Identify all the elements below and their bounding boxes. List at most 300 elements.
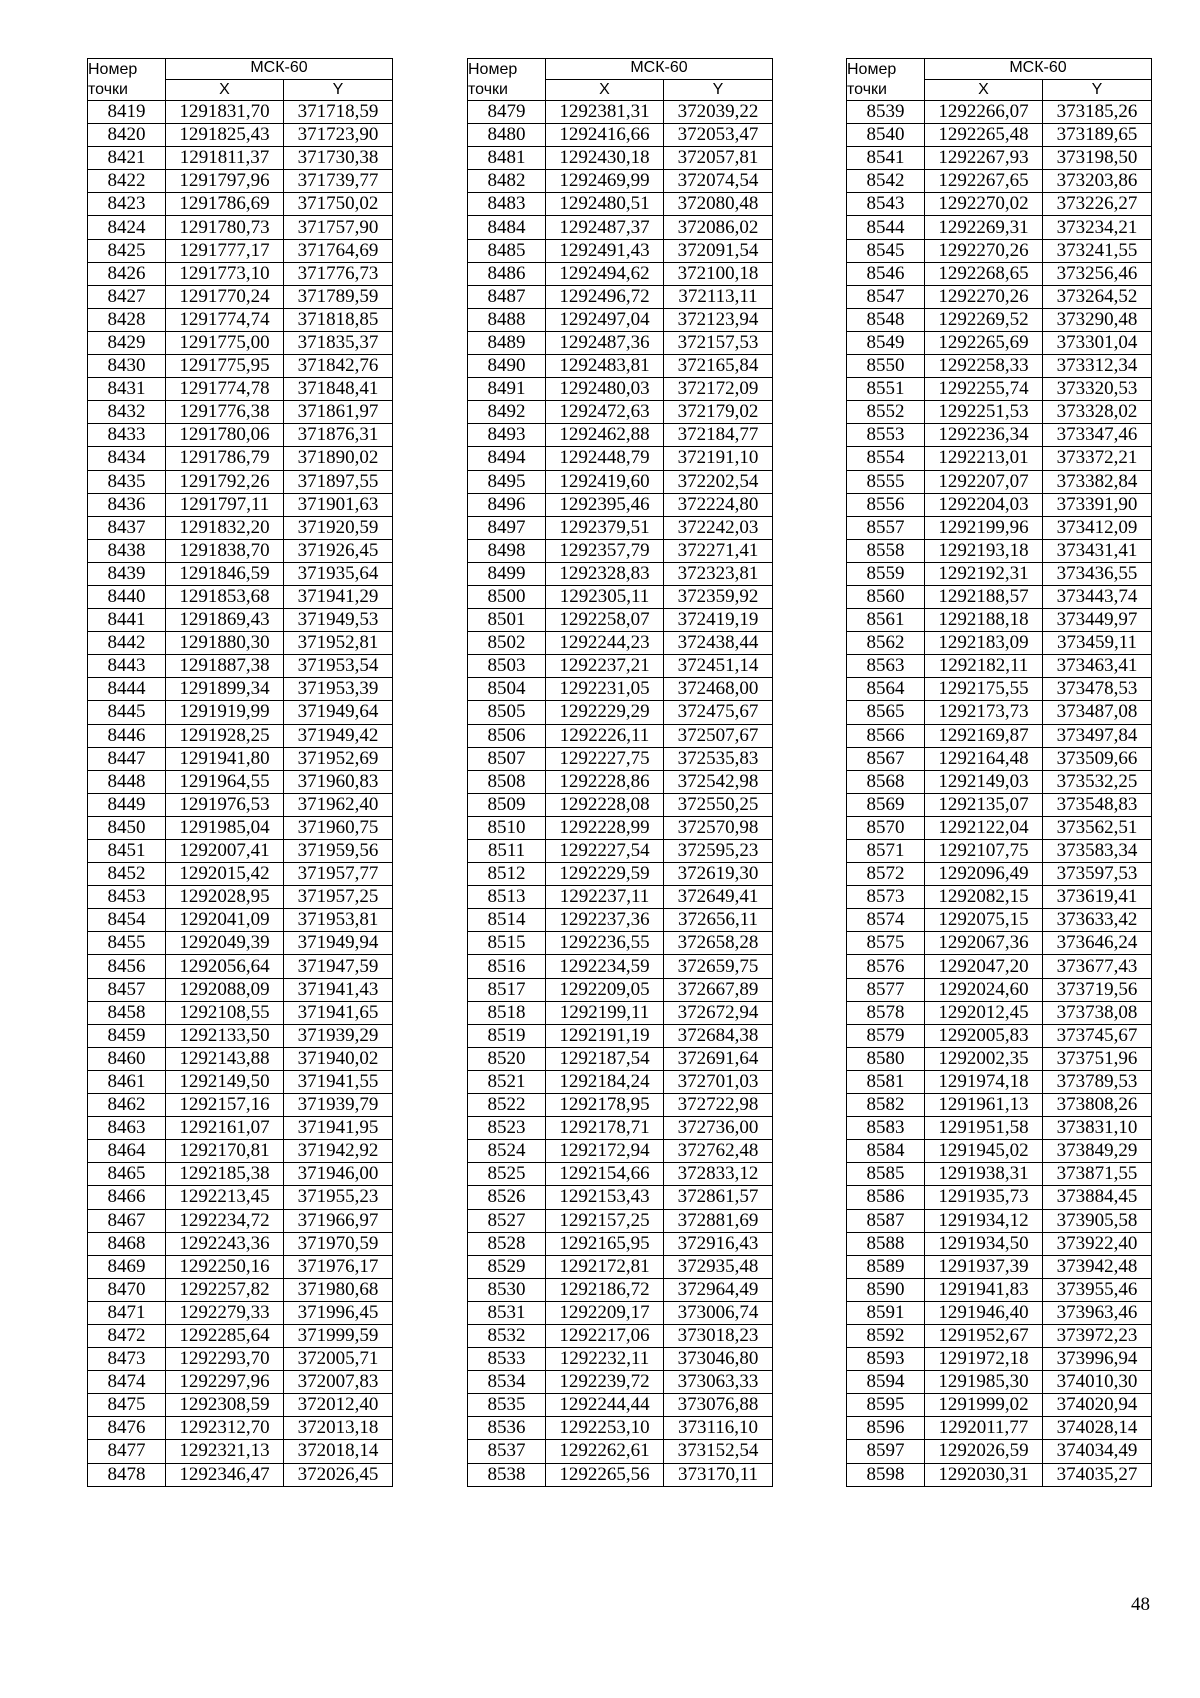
x-coordinate-cell: 1292251,53 — [925, 401, 1043, 424]
table-row — [88, 955, 393, 978]
x-coordinate-cell: 1291774,74 — [166, 308, 284, 331]
table-row — [88, 632, 393, 655]
table-row — [88, 216, 393, 239]
table-row — [468, 701, 773, 724]
point-number-cell: 8474 — [88, 1371, 166, 1394]
table-row — [847, 678, 1152, 701]
table-row — [847, 978, 1152, 1001]
table-row — [847, 124, 1152, 147]
x-coordinate-cell: 1292328,83 — [546, 562, 664, 585]
x-coordinate-cell: 1291775,00 — [166, 331, 284, 354]
point-number-cell: 8500 — [468, 585, 546, 608]
table-row — [468, 955, 773, 978]
x-coordinate-cell: 1291937,39 — [925, 1255, 1043, 1278]
table-row — [847, 1117, 1152, 1140]
table-row — [847, 378, 1152, 401]
point-number-cell: 8487 — [468, 285, 546, 308]
point-number-header: Номер точки — [88, 59, 166, 101]
table-row — [468, 747, 773, 770]
table-row — [847, 331, 1152, 354]
x-coordinate-cell: 1292258,33 — [925, 355, 1043, 378]
point-number-cell: 8526 — [468, 1186, 546, 1209]
x-coordinate-cell: 1292346,47 — [166, 1463, 284, 1486]
y-coordinate-cell: 372100,18 — [664, 262, 773, 285]
x-coordinate-cell: 1292229,29 — [546, 701, 664, 724]
table-row — [847, 701, 1152, 724]
table-row — [88, 285, 393, 308]
table-row — [847, 816, 1152, 839]
y-coordinate-cell: 371940,02 — [284, 1047, 393, 1070]
point-number-cell: 8501 — [468, 609, 546, 632]
y-coordinate-cell: 372550,25 — [664, 793, 773, 816]
point-number-cell: 8521 — [468, 1070, 546, 1093]
x-coordinate-cell: 1292305,11 — [546, 585, 664, 608]
x-coordinate-cell: 1292285,64 — [166, 1324, 284, 1347]
coordinate-system-header: МСК-60 — [925, 59, 1152, 80]
x-coordinate-cell: 1292258,07 — [546, 609, 664, 632]
point-number-cell: 8492 — [468, 401, 546, 424]
y-coordinate-cell: 373884,45 — [1043, 1186, 1152, 1209]
y-coordinate-cell: 372202,54 — [664, 470, 773, 493]
point-number-cell: 8527 — [468, 1209, 546, 1232]
table-row — [847, 1140, 1152, 1163]
point-number-cell: 8580 — [847, 1047, 925, 1070]
table-row — [468, 516, 773, 539]
y-coordinate-cell: 371941,65 — [284, 1001, 393, 1024]
x-coordinate-cell: 1292175,55 — [925, 678, 1043, 701]
x-coordinate-cell: 1291938,31 — [925, 1163, 1043, 1186]
point-number-cell: 8459 — [88, 1024, 166, 1047]
x-coordinate-cell: 1291777,17 — [166, 239, 284, 262]
table-row — [847, 1394, 1152, 1417]
table-row — [88, 1255, 393, 1278]
table-row — [88, 401, 393, 424]
y-coordinate-cell: 371949,42 — [284, 724, 393, 747]
point-number-cell: 8465 — [88, 1163, 166, 1186]
y-coordinate-cell: 372074,54 — [664, 170, 773, 193]
y-coordinate-cell: 373189,65 — [1043, 124, 1152, 147]
y-coordinate-cell: 371718,59 — [284, 101, 393, 124]
table-row — [88, 1371, 393, 1394]
point-number-cell: 8533 — [468, 1348, 546, 1371]
point-number-cell: 8550 — [847, 355, 925, 378]
point-number-cell: 8523 — [468, 1117, 546, 1140]
point-number-cell: 8449 — [88, 793, 166, 816]
table-row — [88, 978, 393, 1001]
table-row — [468, 793, 773, 816]
x-coordinate-cell: 1292209,05 — [546, 978, 664, 1001]
point-number-cell: 8573 — [847, 886, 925, 909]
x-coordinate-cell: 1292026,59 — [925, 1440, 1043, 1463]
point-number-cell: 8578 — [847, 1001, 925, 1024]
x-coordinate-cell: 1291934,50 — [925, 1232, 1043, 1255]
y-coordinate-cell: 373116,10 — [664, 1417, 773, 1440]
table-row — [468, 562, 773, 585]
x-column-header: X — [546, 80, 664, 101]
coordinates-table-3 — [846, 58, 1152, 1487]
point-number-cell: 8437 — [88, 516, 166, 539]
x-coordinate-cell: 1292357,79 — [546, 539, 664, 562]
table-row — [88, 378, 393, 401]
x-coordinate-cell: 1292234,59 — [546, 955, 664, 978]
point-number-cell: 8489 — [468, 331, 546, 354]
point-number-cell: 8436 — [88, 493, 166, 516]
table-row — [847, 585, 1152, 608]
y-coordinate-cell: 373046,80 — [664, 1348, 773, 1371]
table-row — [88, 609, 393, 632]
table-row — [847, 1417, 1152, 1440]
point-number-cell: 8543 — [847, 193, 925, 216]
x-coordinate-cell: 1292012,45 — [925, 1001, 1043, 1024]
point-number-cell: 8466 — [88, 1186, 166, 1209]
x-coordinate-cell: 1292154,66 — [546, 1163, 664, 1186]
table-row — [88, 355, 393, 378]
y-coordinate-cell: 373955,46 — [1043, 1278, 1152, 1301]
point-number-cell: 8557 — [847, 516, 925, 539]
table-row — [847, 1255, 1152, 1278]
y-coordinate-cell: 372026,45 — [284, 1463, 393, 1486]
x-coordinate-cell: 1292250,16 — [166, 1255, 284, 1278]
point-number-cell: 8497 — [468, 516, 546, 539]
coordinate-system-header: МСК-60 — [546, 59, 773, 80]
x-coordinate-cell: 1292191,19 — [546, 1024, 664, 1047]
point-number-cell: 8542 — [847, 170, 925, 193]
point-number-cell: 8488 — [468, 308, 546, 331]
y-coordinate-cell: 373301,04 — [1043, 331, 1152, 354]
y-coordinate-cell: 372656,11 — [664, 909, 773, 932]
table-row — [88, 1094, 393, 1117]
x-column-header: X — [166, 80, 284, 101]
table-row — [468, 863, 773, 886]
x-coordinate-cell: 1292207,07 — [925, 470, 1043, 493]
y-coordinate-cell: 372018,14 — [284, 1440, 393, 1463]
y-coordinate-cell: 372323,81 — [664, 562, 773, 585]
y-coordinate-cell: 372881,69 — [664, 1209, 773, 1232]
point-number-cell: 8485 — [468, 239, 546, 262]
point-number-cell: 8470 — [88, 1278, 166, 1301]
x-coordinate-cell: 1292244,23 — [546, 632, 664, 655]
point-number-cell: 8484 — [468, 216, 546, 239]
y-coordinate-cell: 373548,83 — [1043, 793, 1152, 816]
point-number-cell: 8531 — [468, 1301, 546, 1324]
x-coordinate-cell: 1292416,66 — [546, 124, 664, 147]
point-number-cell: 8429 — [88, 331, 166, 354]
point-number-cell: 8441 — [88, 609, 166, 632]
point-number-cell: 8519 — [468, 1024, 546, 1047]
y-coordinate-cell: 371920,59 — [284, 516, 393, 539]
table-row — [468, 470, 773, 493]
table-row — [468, 355, 773, 378]
x-coordinate-cell: 1292483,81 — [546, 355, 664, 378]
y-coordinate-cell: 372649,41 — [664, 886, 773, 909]
table-row — [88, 470, 393, 493]
y-coordinate-cell: 372172,09 — [664, 378, 773, 401]
point-number-cell: 8584 — [847, 1140, 925, 1163]
y-coordinate-cell: 372736,00 — [664, 1117, 773, 1140]
point-number-cell: 8426 — [88, 262, 166, 285]
y-coordinate-cell: 371959,56 — [284, 840, 393, 863]
point-number-cell: 8454 — [88, 909, 166, 932]
point-number-cell: 8536 — [468, 1417, 546, 1440]
point-number-cell: 8586 — [847, 1186, 925, 1209]
x-coordinate-cell: 1291935,73 — [925, 1186, 1043, 1209]
table-row — [88, 331, 393, 354]
y-coordinate-cell: 373320,53 — [1043, 378, 1152, 401]
y-coordinate-cell: 373449,97 — [1043, 609, 1152, 632]
y-coordinate-cell: 372359,92 — [664, 585, 773, 608]
x-coordinate-cell: 1292487,36 — [546, 331, 664, 354]
y-coordinate-cell: 371955,23 — [284, 1186, 393, 1209]
table-row — [847, 401, 1152, 424]
x-coordinate-cell: 1292239,72 — [546, 1371, 664, 1394]
table-row — [88, 886, 393, 909]
y-coordinate-cell: 373751,96 — [1043, 1047, 1152, 1070]
point-number-cell: 8439 — [88, 562, 166, 585]
x-coordinate-cell: 1291775,95 — [166, 355, 284, 378]
y-coordinate-cell: 371935,64 — [284, 562, 393, 585]
table-row — [468, 1324, 773, 1347]
x-coordinate-cell: 1292169,87 — [925, 724, 1043, 747]
point-number-cell: 8585 — [847, 1163, 925, 1186]
y-coordinate-cell: 373905,58 — [1043, 1209, 1152, 1232]
x-coordinate-cell: 1292236,55 — [546, 932, 664, 955]
point-number-cell: 8595 — [847, 1394, 925, 1417]
table-row — [468, 1024, 773, 1047]
table-row — [847, 1209, 1152, 1232]
x-coordinate-cell: 1292312,70 — [166, 1417, 284, 1440]
table-row — [847, 840, 1152, 863]
x-coordinate-cell: 1292270,02 — [925, 193, 1043, 216]
x-coordinate-cell: 1292153,43 — [546, 1186, 664, 1209]
table-row — [88, 724, 393, 747]
table-row — [847, 539, 1152, 562]
table-row — [468, 170, 773, 193]
y-coordinate-cell: 372833,12 — [664, 1163, 773, 1186]
table-row — [468, 1140, 773, 1163]
point-number-cell: 8473 — [88, 1348, 166, 1371]
x-coordinate-cell: 1291972,18 — [925, 1348, 1043, 1371]
y-coordinate-cell: 373436,55 — [1043, 562, 1152, 585]
point-number-cell: 8581 — [847, 1070, 925, 1093]
coordinates-table-1 — [87, 58, 393, 1487]
table-row — [468, 1163, 773, 1186]
x-coordinate-cell: 1291928,25 — [166, 724, 284, 747]
y-coordinate-cell: 374028,14 — [1043, 1417, 1152, 1440]
point-number-cell: 8510 — [468, 816, 546, 839]
table-row — [468, 1070, 773, 1093]
y-coordinate-cell: 373633,42 — [1043, 909, 1152, 932]
x-coordinate-cell: 1292265,69 — [925, 331, 1043, 354]
point-number-cell: 8445 — [88, 701, 166, 724]
point-number-cell: 8496 — [468, 493, 546, 516]
table-row — [88, 308, 393, 331]
table-row — [88, 1209, 393, 1232]
x-coordinate-cell: 1292381,31 — [546, 101, 664, 124]
point-number-cell: 8478 — [88, 1463, 166, 1486]
table-row — [88, 147, 393, 170]
table-row — [468, 1117, 773, 1140]
y-coordinate-cell: 372659,75 — [664, 955, 773, 978]
table-row — [847, 424, 1152, 447]
y-coordinate-cell: 373018,23 — [664, 1324, 773, 1347]
y-coordinate-cell: 371957,77 — [284, 863, 393, 886]
x-coordinate-cell: 1292395,46 — [546, 493, 664, 516]
table-row — [88, 1232, 393, 1255]
point-number-cell: 8457 — [88, 978, 166, 1001]
y-coordinate-cell: 372468,00 — [664, 678, 773, 701]
x-coordinate-cell: 1292226,11 — [546, 724, 664, 747]
point-number-cell: 8468 — [88, 1232, 166, 1255]
y-coordinate-cell: 373463,41 — [1043, 655, 1152, 678]
x-coordinate-cell: 1291832,20 — [166, 516, 284, 539]
table-row — [88, 678, 393, 701]
table-row — [468, 1417, 773, 1440]
x-coordinate-cell: 1291945,02 — [925, 1140, 1043, 1163]
x-coordinate-cell: 1292135,07 — [925, 793, 1043, 816]
table-row — [468, 724, 773, 747]
point-number-cell: 8598 — [847, 1463, 925, 1486]
table-row — [88, 747, 393, 770]
point-number-cell: 8544 — [847, 216, 925, 239]
y-coordinate-cell: 371952,69 — [284, 747, 393, 770]
x-coordinate-cell: 1291780,06 — [166, 424, 284, 447]
table-row — [468, 193, 773, 216]
table-row — [88, 124, 393, 147]
y-coordinate-cell: 372086,02 — [664, 216, 773, 239]
y-coordinate-cell: 373849,29 — [1043, 1140, 1152, 1163]
point-number-cell: 8421 — [88, 147, 166, 170]
table-row — [88, 1163, 393, 1186]
y-coordinate-cell: 371757,90 — [284, 216, 393, 239]
y-coordinate-cell: 372113,11 — [664, 285, 773, 308]
point-number-cell: 8570 — [847, 816, 925, 839]
point-number-cell: 8438 — [88, 539, 166, 562]
x-coordinate-cell: 1292199,11 — [546, 1001, 664, 1024]
point-number-cell: 8451 — [88, 840, 166, 863]
table-row — [88, 1278, 393, 1301]
y-coordinate-cell: 372535,83 — [664, 747, 773, 770]
x-coordinate-cell: 1292227,54 — [546, 840, 664, 863]
x-coordinate-cell: 1292228,08 — [546, 793, 664, 816]
y-coordinate-cell: 373431,41 — [1043, 539, 1152, 562]
y-coordinate-cell: 373203,86 — [1043, 170, 1152, 193]
point-number-cell: 8520 — [468, 1047, 546, 1070]
x-coordinate-cell: 1292209,17 — [546, 1301, 664, 1324]
table-row — [847, 1024, 1152, 1047]
table-row — [88, 516, 393, 539]
table-row — [468, 308, 773, 331]
y-coordinate-cell: 372123,94 — [664, 308, 773, 331]
y-coordinate-cell: 371953,54 — [284, 655, 393, 678]
point-number-cell: 8498 — [468, 539, 546, 562]
y-coordinate-cell: 373264,52 — [1043, 285, 1152, 308]
table-row — [468, 262, 773, 285]
table-row — [88, 170, 393, 193]
table-row — [847, 1001, 1152, 1024]
point-number-cell: 8461 — [88, 1070, 166, 1093]
y-coordinate-cell: 371789,59 — [284, 285, 393, 308]
y-coordinate-cell: 371999,59 — [284, 1324, 393, 1347]
x-coordinate-cell: 1292204,03 — [925, 493, 1043, 516]
x-coordinate-cell: 1291792,26 — [166, 470, 284, 493]
point-number-cell: 8518 — [468, 1001, 546, 1024]
point-number-cell: 8596 — [847, 1417, 925, 1440]
y-coordinate-cell: 374010,30 — [1043, 1371, 1152, 1394]
x-coordinate-cell: 1292293,70 — [166, 1348, 284, 1371]
y-coordinate-cell: 372157,53 — [664, 331, 773, 354]
table-row — [468, 239, 773, 262]
x-coordinate-cell: 1291831,70 — [166, 101, 284, 124]
table-row — [847, 609, 1152, 632]
x-coordinate-cell: 1292178,95 — [546, 1094, 664, 1117]
x-coordinate-cell: 1292462,88 — [546, 424, 664, 447]
table-row — [468, 770, 773, 793]
x-column-header: X — [925, 80, 1043, 101]
table-row — [847, 724, 1152, 747]
x-coordinate-cell: 1292237,11 — [546, 886, 664, 909]
table-row — [847, 1163, 1152, 1186]
table-row — [847, 955, 1152, 978]
table-row — [847, 1047, 1152, 1070]
x-coordinate-cell: 1292228,99 — [546, 816, 664, 839]
point-number-cell: 8565 — [847, 701, 925, 724]
point-number-cell: 8583 — [847, 1117, 925, 1140]
y-coordinate-cell: 373677,43 — [1043, 955, 1152, 978]
table-row — [468, 655, 773, 678]
x-coordinate-cell: 1292234,72 — [166, 1209, 284, 1232]
table-row — [468, 331, 773, 354]
y-coordinate-cell: 373241,55 — [1043, 239, 1152, 262]
table-row — [847, 355, 1152, 378]
x-coordinate-cell: 1292270,26 — [925, 239, 1043, 262]
x-coordinate-cell: 1292182,11 — [925, 655, 1043, 678]
x-coordinate-cell: 1291780,73 — [166, 216, 284, 239]
table-row — [847, 747, 1152, 770]
y-coordinate-cell: 372438,44 — [664, 632, 773, 655]
point-number-cell: 8472 — [88, 1324, 166, 1347]
table-row — [88, 239, 393, 262]
x-coordinate-cell: 1291961,13 — [925, 1094, 1043, 1117]
point-number-cell: 8563 — [847, 655, 925, 678]
point-number-cell: 8427 — [88, 285, 166, 308]
table-row — [468, 816, 773, 839]
y-coordinate-cell: 373185,26 — [1043, 101, 1152, 124]
point-number-cell: 8502 — [468, 632, 546, 655]
y-coordinate-cell: 373745,67 — [1043, 1024, 1152, 1047]
table-row — [88, 539, 393, 562]
y-coordinate-cell: 372224,80 — [664, 493, 773, 516]
y-coordinate-cell: 373372,21 — [1043, 447, 1152, 470]
point-number-header: Номер точки — [468, 59, 546, 101]
y-coordinate-cell: 373290,48 — [1043, 308, 1152, 331]
point-number-cell: 8424 — [88, 216, 166, 239]
point-number-cell: 8516 — [468, 955, 546, 978]
y-coordinate-cell: 373996,94 — [1043, 1348, 1152, 1371]
x-coordinate-cell: 1292165,95 — [546, 1232, 664, 1255]
x-coordinate-cell: 1292187,54 — [546, 1047, 664, 1070]
x-coordinate-cell: 1292188,57 — [925, 585, 1043, 608]
x-coordinate-cell: 1292015,42 — [166, 863, 284, 886]
table-row — [88, 193, 393, 216]
y-coordinate-cell: 373719,56 — [1043, 978, 1152, 1001]
y-coordinate-cell: 373198,50 — [1043, 147, 1152, 170]
table-row — [468, 378, 773, 401]
y-coordinate-cell: 371835,37 — [284, 331, 393, 354]
table-row — [847, 863, 1152, 886]
table-row — [88, 840, 393, 863]
x-coordinate-cell: 1292199,96 — [925, 516, 1043, 539]
table-row — [468, 1255, 773, 1278]
